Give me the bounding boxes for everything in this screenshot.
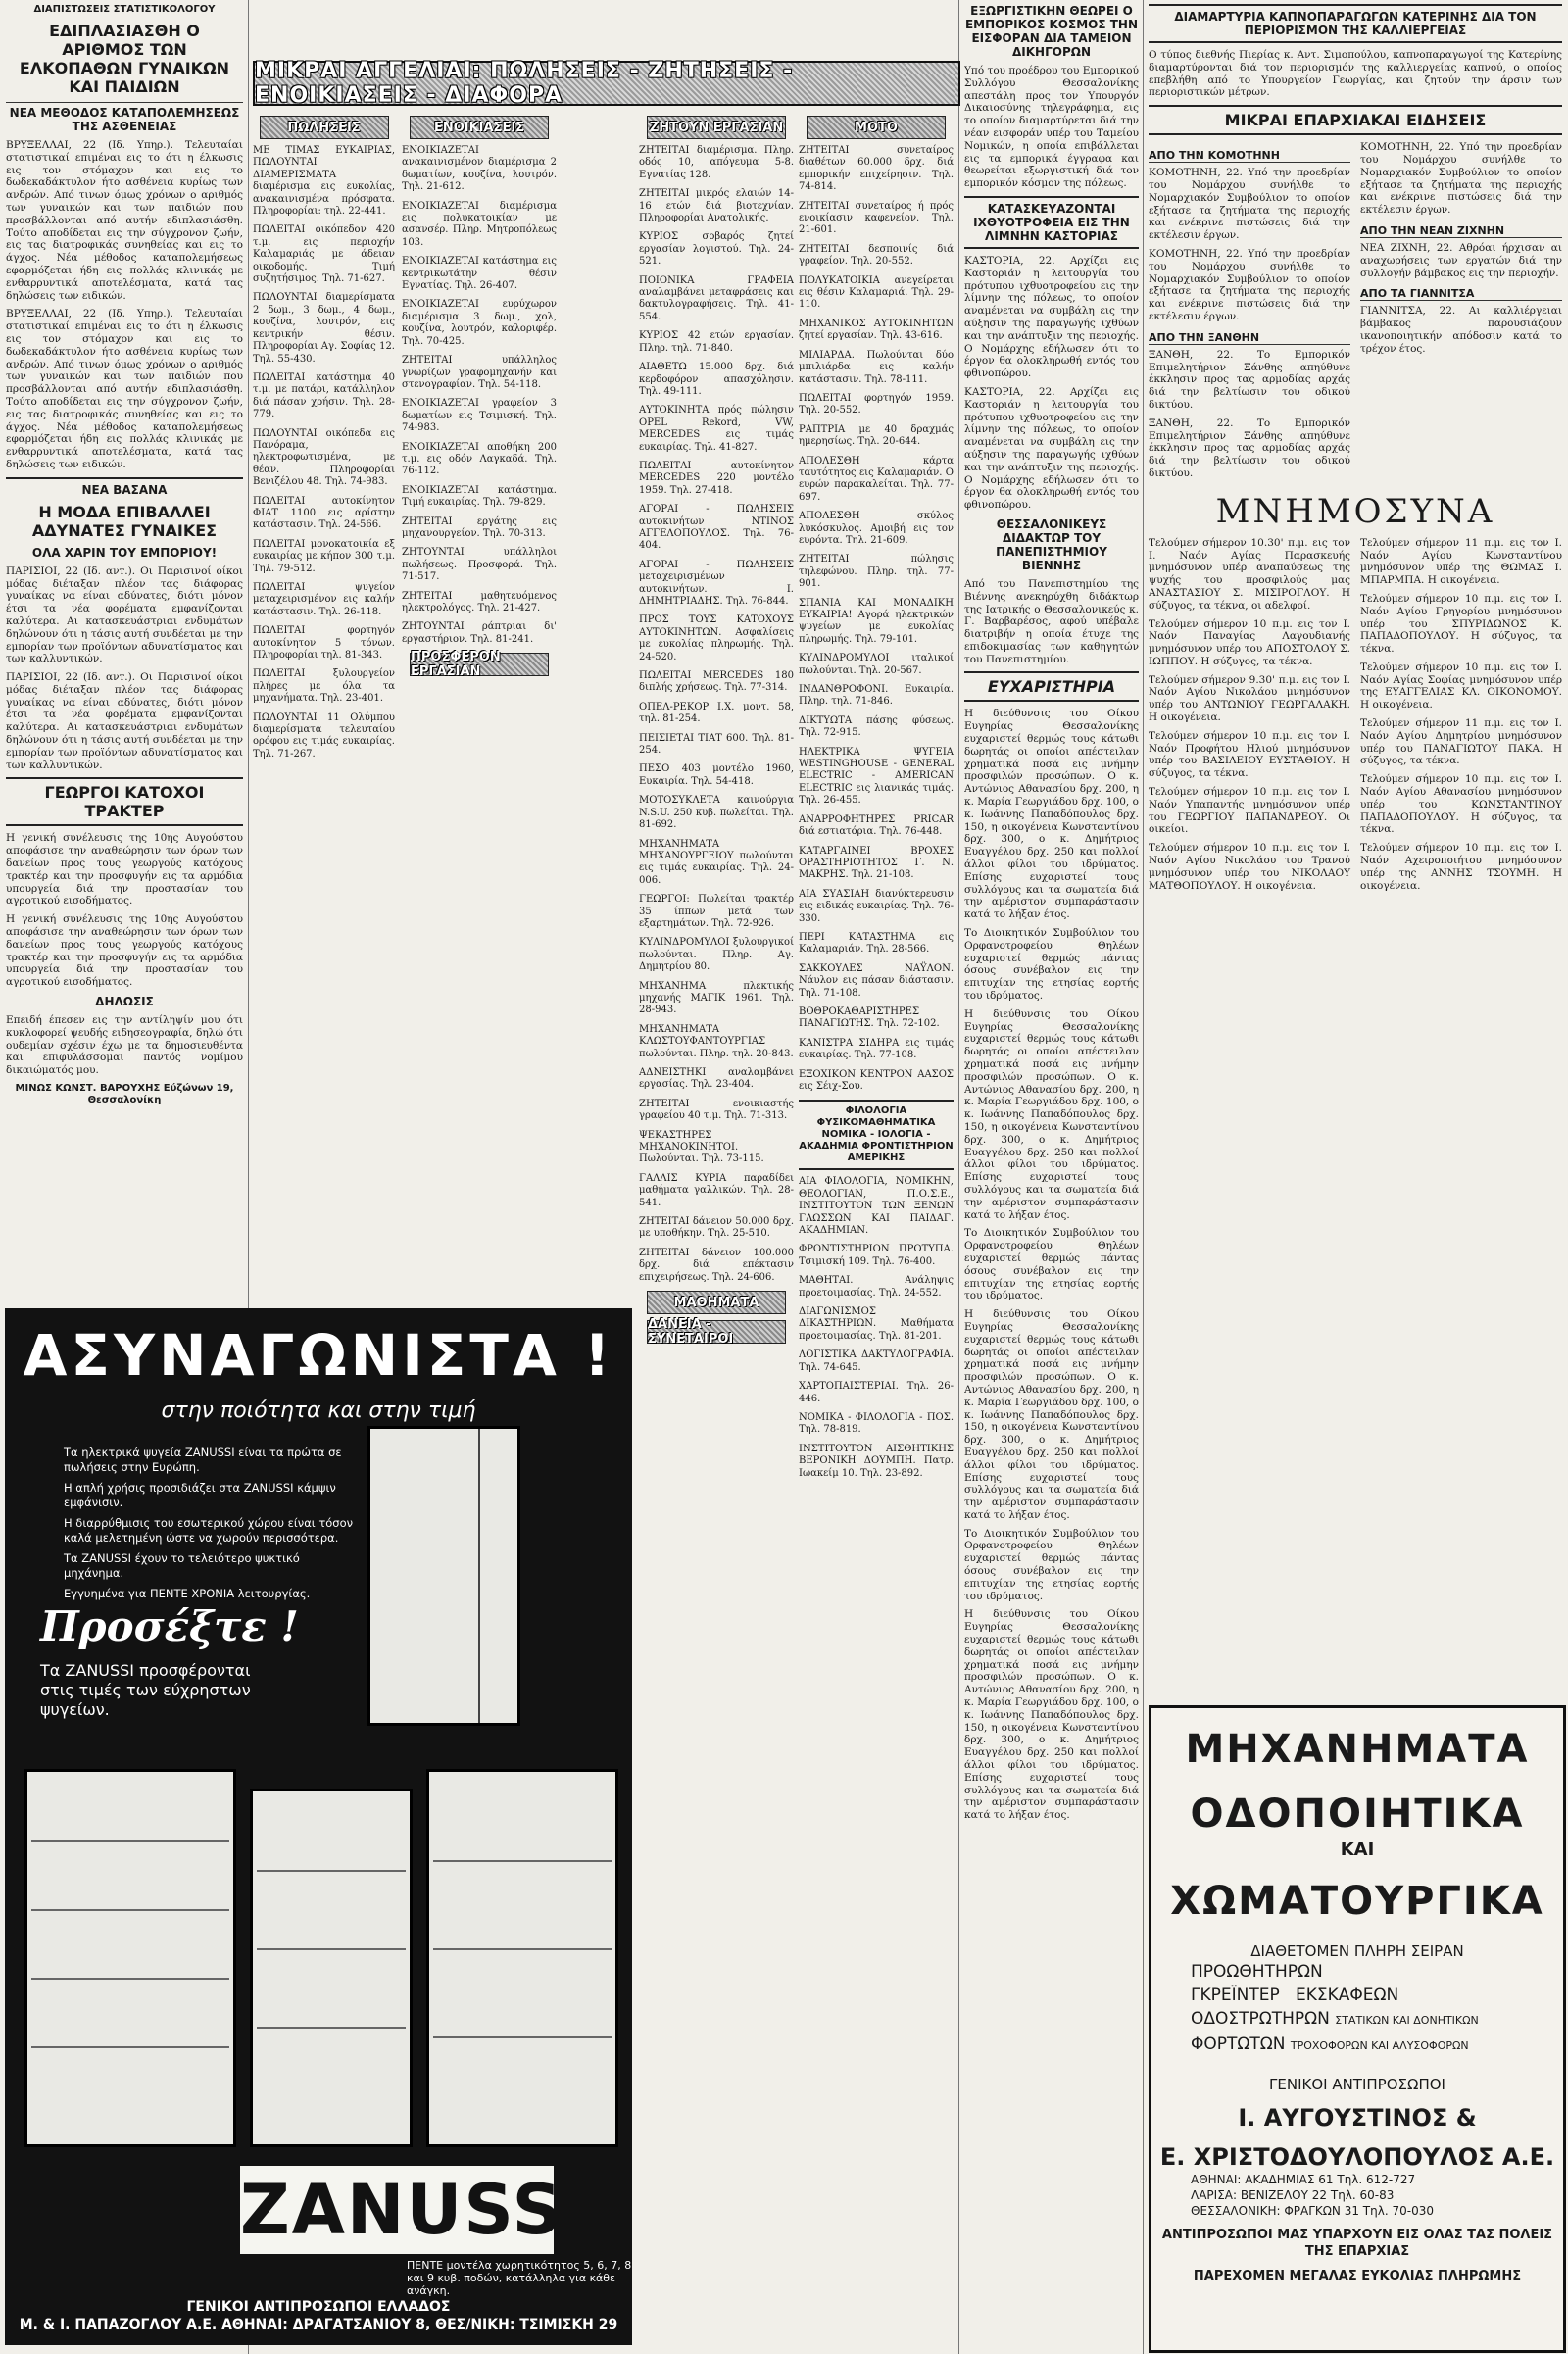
ad-footer-2: ΠΑΡΕΧΟΜΕΝ ΜΕΓΑΛΑΣ ΕΥΚΟΛΙΑΣ ΠΛΗΡΩΜΗΣ — [1193, 2269, 1522, 2283]
classified-ad: ΠΩΛΕΙΤΑΙ αυτοκίνητον ΦΙΑΤ 1100 εις αρίστην κατάστασιν. Τηλ. 24-566. — [253, 495, 395, 531]
place-body: ΞΑΝΘΗ, 22. Το Εμπορικόν Επιμελητήριον Ξάνθης απηύθυνε έκκλησιν προς τας αρμοδίας αρχάς διά την βελτίωσιν του οδικού δικτύου. — [1149, 348, 1350, 411]
fridge-open-illustration — [24, 1769, 236, 2147]
memorial-notice: Τελούμεν σήμερον 10 π.μ. εις τον Ι. Ναόν Αγίου Γρηγορίου μνημόσυνον υπέρ του ΣΠΥΡΙΔΩΝΟΣ Κ. ΠΑΠΑΔΟΠΟΥΛΟΥ. Η σύζυγος, τα τέκνα. — [1360, 592, 1562, 656]
classified-ad: ΚΥΛΙΝΔΡΟΜΥΛΟΙ ιταλικοί πωλούνται. Τηλ. 20-567. — [799, 653, 954, 676]
classified-ad: ΖΗΤΕΙΤΑΙ συνεταίρος διαθέτων 60.000 δρχ. διά εμπορικήν επιχείρησιν. Τηλ. 74-814. — [799, 145, 954, 193]
news-column-mid — [964, 0, 1139, 2346]
classifieds-column-1 — [253, 110, 395, 1303]
classified-ad: ΠΩΛΕΙΤΑΙ οικόπεδον 420 τ.μ. εις περιοχήν Καλαμαριάς με άδειαν οικοδομής. Τιμή συζητήσιμος. Τηλ. 71-627. — [253, 224, 395, 285]
classified-ad: ΜΕ ΤΙΜΑΣ ΕΥΚΑΙΡΙΑΣ, ΠΩΛΟΥΝΤΑΙ ΔΙΑΜΕΡΙΣΜΑΤΑ διαμέρισμα εις ευκολίας, ανακαινισμένα πρόσφατα. Πληροφορίαι: τηλ. 22-441. — [253, 145, 395, 218]
classified-ad: ΑΠΟΛΕΣΘΗ σκύλος λυκόσκυλος. Αμοιβή εις τον ευρόντα. Τηλ. 21-609. — [799, 511, 954, 546]
classified-ad: ΜΗΧΑΝΙΚΟΣ ΑΥΤΟΚΙΝΗΤΩΝ ζητεί εργασίαν. Τηλ. 43-616. — [799, 318, 954, 342]
classified-ad: ΠΩΛΕΙΤΑΙ φορτηγόν 1959. Τηλ. 20-552. — [799, 392, 954, 417]
classified-ad: ΑΙΑ ΣΥΑΣΙΑΗ διανύκτερευσιν εις ειδικάς ευκαιρίας. Τηλ. 76-330. — [799, 888, 954, 924]
ads-list-d — [799, 145, 954, 1093]
place-body-cont: ΞΑΝΘΗ, 22. Το Εμπορικόν Επιμελητήριον Ξάνθης απηύθυνε έκκλησιν προς τας αρμοδίας αρχάς διά την βελτίωσιν του οδικού δικτύου. — [1149, 417, 1350, 479]
section-header-offer-work: ΠΡΟΣΦΕΡΟΝ ΕΡΓΑΣΙΑΝ — [410, 653, 549, 676]
article-fish-cont: ΚΑΣΤΟΡΙΑ, 22. Αρχίζει εις Καστοριάν η λειτουργία του πρότυπου ιχθυοτροφείου εις την λίμνην της πόλεως, το οποίον αναμένεται να συμβάλη εις την αύξησιν της παραγωγής ιχθύων και την ανάπτυξιν της περιοχής. Ο Νομάρχης εδήλωσεν ότι το έργον θα ολοκληρωθή εντός του φθινοπώρου. — [964, 385, 1139, 512]
classified-ad: ΝΟΜΙΚΑ - ΦΙΛΟΛΟΓΙΑ - ΠΟΣ. Τηλ. 78-819. — [799, 1411, 954, 1436]
classified-ad: ΠΡΟΣ ΤΟΥΣ ΚΑΤΟΧΟΥΣ ΑΥΤΟΚΙΝΗΤΩΝ. Ασφαλίσεις με ευκολίας πληρωμής. Τηλ. 24-520. — [639, 614, 794, 662]
classified-ad: ΖΗΤΕΙΤΑΙ διαμέρισμα. Πληρ. οδός 10, απόγευμα 5-8. Εγνατίας 128. — [639, 145, 794, 180]
classified-ad: ΙΝΔΑΝΘΡΟΦΟΝΙ. Ευκαιρία. Πληρ. τηλ. 71-846. — [799, 684, 954, 708]
article-fish: ΚΑΣΤΟΡΙΑ, 22. Αρχίζει εις Καστοριάν η λειτουργία του πρότυπου ιχθυοτροφείου εις την λίμνην της πόλεως, το οποίον αναμένεται να συμβάλη εις την αύξησιν της παραγωγής ιχθύων και την ανάπτυξιν της περιοχής. Ο Νομάρχης εδήλωσεν ότι το έργον θα ολοκληρωθή εντός του φθινοπώρου. — [964, 254, 1139, 380]
thanks-heading: ΕΥΧΑΡΙΣΤΗΡΙΑ — [964, 671, 1139, 702]
classified-ad: ΖΗΤΕΙΤΑΙ συνεταίρος ή πρός ενοικίασιν καφενείον. Τηλ. 21-601. — [799, 200, 954, 236]
news-column-right — [1149, 0, 1562, 1697]
article-tobacco: Ο τύπος διεθνής Πιερίας κ. Αντ. Σιμοπούλου, καπνοπαραγωγοί της Κατερίνης διαμαρτύρονται διά τον περιορισμόν της καλλιεργείας καπνού, ο οποίος επεβλήθη από το Υπουργείον Γεωργίας, και ζητούν την άρσιν των περιοριστικών μέτρων. — [1149, 49, 1562, 99]
thanks-body-7: Η διεύθυνσις του Οίκου Ευγηρίας Θεσσαλονίκης ευχαριστεί θερμώς τους κάτωθι δωρητάς οι οποίοι απέστειλαν χρηματικά ποσά εις μνήμην προσφιλών προσώπων. Ο κ. Αντώνιος Αθανασίου δρχ. 200, η κ. Μαρία Γεωργιάδου δρχ. 100, ο κ. Ιωάννης Παπαδόπουλος δρχ. 150, η οικογένεια Κωνσταντίνου δρχ. 300, ο κ. Δημήτριος Ευαγγέλου δρχ. 250 και πολλοί άλλοι φίλοι του ιδρύματος. Επίσης ευχαριστεί τους συλλόγους και τα σωματεία διά την αμέριστον συμπαράστασιν κατά το λήξαν έτος. — [964, 1608, 1139, 1822]
thanks-body-4: Το Διοικητικόν Συμβούλιον του Ορφανοτροφείου Θηλέων ευχαριστεί θερμώς πάντας όσους συνέβαλον εις την επιτυχίαν της ετησίας εορτής του ιδρύματος. — [964, 1227, 1139, 1302]
memorial-notice: Τελούμεν σήμερον 10 π.μ. εις τον Ι. Ναόν Υπαπαντής μνημόσυνον υπέρ του ΓΕΩΡΓΙΟΥ ΠΑΠΑΝΔΡΕΟΥ. Οι οικείοι. — [1149, 786, 1350, 836]
memorial-notice: Τελούμεν σήμερον 10.30' π.μ. εις τον Ι. Ναόν Αγίας Παρασκευής μνημόσυνον υπέρ αναπαύσεως της ψυχής του προσφιλούς μας ΑΝΑΣΤΑΣΙΟΥ Σ. ΜΙΣΙΡΟΓΛΟΥ. Η σύζυγος, τα τέκνα, οι αδελφοί. — [1149, 536, 1350, 612]
provincial-left — [1149, 141, 1350, 486]
classified-ad: ΠΩΛΕΙΤΑΙ κατάστημα 40 τ.μ. με πατάρι, κατάλληλον διά πάσαν χρήσιν. Τηλ. 28-779. — [253, 371, 395, 420]
place-body-cont: ΚΟΜΟΤΗΝΗ, 22. Υπό την προεδρίαν του Νομάρχου συνήλθε το Νομαρχιακόν Συμβούλιον το οποίον εξήτασε τα ζητήματα της περιοχής και ενέκρινε πιστώσεις διά την εκτέλεσιν έργων. — [1149, 247, 1350, 322]
classified-ad: ΜΙΛΙΑΡΔΑ. Πωλούνται δύο μπιλιάρδα εις καλήν κατάστασιν. Τηλ. 78-111. — [799, 349, 954, 385]
article-body-cont: ΒΡΥΞΕΛΛΑΙ, 22 (Ιδ. Υπηρ.). Τελευταίαι στατιστικαί επιμέναι εις το ότι η έλκωσις εις τον στόμαχον και εις το δωδεκαδάκτυλον ήτο ασθένεια κυρίως των ανδρών. Από τινων όμως χρόνων ο αριθμός των γυναικών και των παιδιών που προσβάλλονται από αυτήν εδιπλασιάσθη. Τούτο αποδίδεται εις την σύγχρονον ζωήν, εις τας διατροφικάς συνηθείας και εις το άγχος. Νέα μέθοδος καταπολεμήσεως εφαρμόζεται ήδη εις πολλάς κλινικάς με ενθαρρυντικά αποτελέσματα, κατά τας δηλώσεις των ειδικών. — [6, 308, 243, 470]
classified-ad: ΠΟΙΟΝΙΚΑ ΓΡΑΦΕΙΑ αναλαμβάνει μεταφράσεις και δακτυλογραφήσεις. Τηλ. 41-554. — [639, 274, 794, 322]
classified-ad: ΠΕΙΣΙΕΤΑΙ ΤΙΑΤ 600. Τηλ. 81-254. — [639, 732, 794, 757]
classified-ad: ΖΗΤΕΙΤΑΙ δάνειον 100.000 δρχ. διά επέκτασιν επιχειρήσεως. Τηλ. 24-606. — [639, 1247, 794, 1283]
subheadline: ΝΕΑ ΜΕΘΟΔΟΣ ΚΑΤΑΠΟΛΕΜΗΣΕΩΣ ΤΗΣ ΑΣΘΕΝΕΙΑΣ — [6, 102, 243, 133]
classifieds-banner-title: ΜΙΚΡΑΙ ΑΓΓΕΛΙΑΙ: ΠΩΛΗΣΕΙΣ - ΖΗΤΗΣΕΙΣ - ΕΝΟΙΚΙΑΣΕΙΣ - ΔΙΑΦΟΡΑ — [255, 59, 794, 108]
classified-ad: ΖΗΤΕΙΤΑΙ δάνειον 50.000 δρχ. με υποθήκην. Τηλ. 25-510. — [639, 1216, 794, 1240]
classified-ad: ΜΗΧΑΝΗΜΑΤΑ ΜΗΧΑΝΟΥΡΓΕΙΟΥ πωλούνται εις τιμάς ευκαιρίας. Τηλ. 24-006. — [639, 838, 794, 886]
ad-claim: Η απλή χρήσις προσιδιάζει στα ZANUSSI κάμψιν εμφάνισιν. — [64, 1481, 336, 1509]
classified-ad: ΑΙΑ ΦΙΛΟΛΟΓΙΑ, ΝΟΜΙΚΗΝ, ΘΕΟΛΟΓΙΑΝ, Π.Ο.Σ.Ε., ΙΝΣΤΙΤΟΥΤΟΝ ΤΩΝ ΞΕΝΩΝ ΓΛΩΣΣΩΝ ΚΑΙ ΠΑΙΔΑΓ. ΑΚΑΔΗΜΙΑΝ. — [799, 1176, 954, 1237]
headline-provincial: ΜΙΚΡΑΙ ΕΠΑΡΧΙΑΚΑΙ ΕΙΔΗΣΕΙΣ — [1149, 105, 1562, 135]
ad-spec: ΠΕΝΤΕ μοντέλα χωρητικότητος 5, 6, 7, 8 και 9 κυβ. ποδών, κατάλληλα για κάθε ανάγκη. — [407, 2259, 632, 2297]
classified-ad: ΠΩΛΕΙΤΑΙ MERCEDES 180 διπλής χρήσεως. Τηλ. 77-314. — [639, 670, 794, 694]
fridge-illustration — [368, 1426, 520, 1726]
classified-ad: ΕΝΟΙΚΙΑΖΕΤΑΙ αποθήκη 200 τ.μ. εις οδόν Λαγκαδά. Τηλ. 76-112. — [402, 441, 557, 477]
classified-ad: ΡΑΠΤΡΙΑ με 40 δραχμάς ημερησίως. Τηλ. 20-644. — [799, 423, 954, 448]
classified-ad: ΖΗΤΕΙΤΑΙ πώλησις τηλεφώνου. Πληρ. τηλ. 77-901. — [799, 554, 954, 590]
ad-footer: ΑΝΤΙΠΡΟΣΩΠΟΙ ΜΑΣ ΥΠΑΡΧΟΥΝ ΕΙΣ ΟΛΑΣ ΤΑΣ ΠΟΛΕΙΣ ΤΗΣ ΕΠΑΡΧΙΑΣ — [1161, 2228, 1553, 2259]
classified-ad: ΚΥΡΙΟΣ 42 ετών εργασίαν. Πληρ. τηλ. 71-840. — [639, 330, 794, 354]
ads-list-c — [639, 145, 794, 1284]
agent-label: ΓΕΝΙΚΟΙ ΑΝΤΙΠΡΟΣΩΠΟΙ — [1269, 2076, 1446, 2093]
classified-ad: ΠΩΛΟΥΝΤΑΙ διαμερίσματα 2 δωμ., 3 δωμ., 4 δωμ., κουζίνα, λουτρόν, εις κεντρικήν θέσιν. Πληροφορίαι Αγ. Σοφίας 12. Τηλ. 55-430. — [253, 292, 395, 365]
kicker-merchants: ΕΞΩΡΓΙΣΤΙΚΗΝ ΘΕΩΡΕΙ Ο ΕΜΠΟΡΙΚΟΣ ΚΟΣΜΟΣ ΤΗΝ ΕΙΣΦΟΡΑΝ ΔΙΑ ΤΑΜΕΙΟΝ ΔΙΚΗΓΟΡΩΝ — [964, 4, 1138, 59]
headline-doctor: ΘΕΣΣΑΛΟΝΙΚΕΥΣ ΔΙΔΑΚΤΩΡ ΤΟΥ ΠΑΝΕΠΙΣΤΗΜΙΟΥ ΒΙΕΝΝΗΣ — [996, 516, 1107, 572]
classified-ad: ΕΞΟΧΙΚΟΝ ΚΕΝΤΡΟΝ ΑΑΣΟΣ εις Σέιχ-Σου. — [799, 1068, 954, 1092]
classified-ad: ΜΗΧΑΝΗΜΑ πλεκτικής μηχανής ΜΑΓΙΚ 1961. Τηλ. 28-943. — [639, 980, 794, 1016]
classified-ad: ΔΙΑΓΩΝΙΣΜΟΣ ΔΙΚΑΣΤΗΡΙΩΝ. Μαθήματα προετοιμασίας. Τηλ. 81-201. — [799, 1306, 954, 1342]
product-item: ΦΟΡΤΩΤΩΝ ΤΡΟΧΟΦΟΡΩΝ ΚΑΙ ΑΛΥΣΟΦΟΡΩΝ — [1191, 2035, 1469, 2054]
thanks-body-5: Η διεύθυνσις του Οίκου Ευγηρίας Θεσσαλονίκης ευχαριστεί θερμώς τους κάτωθι δωρητάς οι οποίοι απέστειλαν χρηματικά ποσά εις μνήμην προσφιλών προσώπων. Ο κ. Αντώνιος Αθανασίου δρχ. 200, η κ. Μαρία Γεωργιάδου δρχ. 100, ο κ. Ιωάννης Παπαδόπουλος δρχ. 150, η οικογένεια Κωνσταντίνου δρχ. 300, ο κ. Δημήτριος Ευαγγέλου δρχ. 250 και πολλοί άλλοι φίλοι του ιδρύματος. Επίσης ευχαριστεί τους συλλόγους και τα σωματεία διά την αμέριστον συμπαράστασιν κατά το λήξαν έτος. — [964, 1308, 1139, 1521]
place-heading: ΑΠΟ ΤΗΝ ΚΟΜΟΤΗΝΗ — [1149, 149, 1350, 163]
classified-ad: ΑΓΟΡΑΙ - ΠΩΛΗΣΕΙΣ αυτοκινήτων ΝΤΙΝΟΣ ΑΓΓΕΛΟΠΟΥΛΟΣ. Τηλ. 76-404. — [639, 504, 794, 552]
brand-logo: ZANUSSI — [240, 2166, 554, 2254]
classified-ad: ΚΥΡΙΟΣ σοβαρός ζητεί εργασίαν λογιστού. Τηλ. 24-521. — [639, 231, 794, 268]
classified-ad: ΚΑΝΙΣΤΡΑ ΣΙΔΗΡΑ εις τιμάς ευκαιρίας. Τηλ. 77-108. — [799, 1037, 954, 1061]
place-heading: ΑΠΟ ΤΗΝ ΞΑΝΘΗΝ — [1149, 331, 1350, 345]
agent-name: Ι. ΑΥΓΟΥΣΤΙΝΟΣ & — [1238, 2104, 1477, 2132]
classified-ad: ΖΗΤΕΙΤΑΙ εργάτης εις μηχανουργείον. Τηλ. 70-313. — [402, 515, 557, 539]
headline-fish: ΚΑΤΑΣΚΕΥΑΖΟΝΤΑΙ ΙΧΘΥΟΤΡΟΦΕΙΑ ΕΙΣ ΤΗΝ ΛΙΜΝΗΝ ΚΑΣΤΟΡΙΑΣ — [964, 196, 1139, 249]
classified-ad: ΕΝΟΙΚΙΑΖΕΤΑΙ διαμέρισμα εις πολυκατοικίαν με ασανσέρ. Πληρ. Μητροπόλεως 103. — [402, 200, 557, 248]
place-heading: ΑΠΟ ΤΑ ΓΙΑΝΝΙΤΣΑ — [1360, 287, 1562, 301]
classified-ad: ΑΔΝΕΙΣΤΗΚΙ αναλαμβάνει εργασίας. Τηλ. 23-404. — [639, 1067, 794, 1091]
headline-2-kicker: ΝΕΑ ΒΑΣΑΝΑ — [6, 477, 243, 497]
agent-name-2: Ε. ΧΡΙΣΤΟΔΟΥΛΟΠΟΥΛΟΣ Α.Ε. — [1159, 2143, 1555, 2171]
classifieds-column-4 — [799, 110, 954, 2346]
fridge-open-illustration — [250, 1789, 413, 2147]
memorial-notice: Τελούμεν σήμερον 10 π.μ. εις τον Ι. Ναόν Προφήτου Ηλιού μνημόσυνον υπέρ του ΒΑΣΙΛΕΙΟΥ ΕΥΣΤΑΘΙΟΥ. Η σύζυγος, τα τέκνα. — [1149, 729, 1350, 780]
place-heading: ΑΠΟ ΤΗΝ ΝΕΑΝ ΖΙΧΝΗΝ — [1360, 224, 1562, 238]
article-body: ΒΡΥΞΕΛΛΑΙ, 22 (Ιδ. Υπηρ.). Τελευταίαι στατιστικαί επιμέναι εις το ότι η έλκωσις εις τον στόμαχον και εις το δωδεκαδάκτυλον ήτο ασθένεια κυρίως των ανδρών. Από τινων όμως χρόνων ο αριθμός των γυναικών και των παιδιών που προσβάλλονται από αυτήν εδιπλασιάσθη. Τούτο αποδίδεται εις την σύγχρονον ζωήν, εις τας διατροφικάς συνηθείας και εις το άγχος. Νέα μέθοδος καταπολεμήσεως εφαρμόζεται ήδη εις πολλάς κλινικάς με ενθαρρυντικά αποτελέσματα, κατά τας δηλώσεις των ειδικών. — [6, 139, 243, 302]
ad-footer: ΓΕΝΙΚΟΙ ΑΝΤΙΠΡΟΣΩΠΟΙ ΕΛΛΑΔΟΣ Μ. & Ι. ΠΑΠΑΖΟΓΛΟΥ Α.Ε. ΑΘΗΝΑΙ: ΔΡΑΓΑΤΣΑΝΙΟΥ 8, ΘΕΣ/ΝΙΚΗ: ΤΣΙΜΙΣΚΗ 29 — [19, 2299, 618, 2332]
column-rule — [1143, 0, 1144, 2354]
product-item: ΠΡΟΩΘΗΤΗΡΩΝ — [1191, 1962, 1323, 1982]
fridge-open-illustration — [426, 1769, 618, 2147]
notice-signature: ΜΙΝΩΣ ΚΩΝΣΤ. ΒΑΡΟΥΧΗΣ Εύζώνων 19, Θεσσαλονίκη — [15, 1083, 234, 1106]
thanks-body: Η διεύθυνσις του Οίκου Ευγηρίας Θεσσαλονίκης ευχαριστεί θερμώς τους κάτωθι δωρητάς οι οποίοι απέστειλαν χρηματικά ποσά εις μνήμην προσφιλών προσώπων. Ο κ. Αντώνιος Αθανασίου δρχ. 200, η κ. Μαρία Γεωργιάδου δρχ. 100, ο κ. Ιωάννης Παπαδόπουλος δρχ. 150, η οικογένεια Κωνσταντίνου δρχ. 300, ο κ. Δημήτριος Ευαγγέλου δρχ. 250 και πολλοί άλλοι φίλοι του ιδρύματος. Επίσης ευχαριστεί τους συλλόγους και τα σωματεία διά την αμέριστον συμπαράστασιν κατά το λήξαν έτος. — [964, 708, 1139, 921]
section-header-loans: ΔΑΝΕΙΑ - ΣΥΝΕΤΑΙΡΟΙ — [647, 1320, 786, 1344]
place-body: ΓΙΑΝΝΙΤΣΑ, 22. Αι καλλιέργειαι βάμβακος παρουσιάζουν ικανοποιητικήν απόδοσιν κατά το τρέχον έτος. — [1360, 305, 1562, 355]
ads-list-a — [253, 145, 395, 760]
classified-ad: ΙΝΣΤΙΤΟΥΤΟΝ ΑΙΣΘΗΤΙΚΗΣ ΒΕΡΟΝΙΚΗ ΔΟΥΜΠΗ. Πατρ. Ιωακείμ 10. Τηλ. 23-892. — [799, 1443, 954, 1479]
memorial-notice: Τελούμεν σήμερον 10 π.μ. εις τον Ι. Ναόν Αγίας Σοφίας μνημόσυνον υπέρ της ΕΥΑΓΓΕΛΙΑΣ ΚΛ. ΟΙΚΟΝΟΜΟΥ. Η οικογένεια. — [1360, 661, 1562, 711]
place-body: ΚΟΜΟΤΗΝΗ, 22. Υπό την προεδρίαν του Νομάρχου συνήλθε το Νομαρχιακόν Συμβούλιον το οποίον εξήτασε τα ζητήματα της περιοχής και ενέκρινε πιστώσεις διά την εκτέλεσιν έργων. — [1149, 167, 1350, 242]
classified-ad: ΕΝΟΙΚΙΑΖΕΤΑΙ κατάστημα εις κεντρικωτάτην θέσιν Εγνατίας. Τηλ. 26-407. — [402, 256, 557, 292]
notice-heading: ΔΗΛΩΣΙΣ — [95, 995, 154, 1009]
headline-3: ΓΕΩΡΓΟΙ ΚΑΤΟΧΟΙ ΤΡΑΚΤΕΡ — [6, 777, 243, 826]
memorials-right — [1360, 537, 1562, 899]
memorial-notice: Τελούμεν σήμερον 10 π.μ. εις τον Ι. Ναόν Αγίου Αθανασίου μνημόσυνον υπέρ του ΚΩΝΣΤΑΝΤΙΝΟΥ ΠΑΠΑΔΟΠΟΥΛΟΥ. Η σύζυγος, τα τέκνα. — [1360, 773, 1562, 836]
ad-and: ΚΑΙ — [1340, 1839, 1375, 1860]
ad-offer: Τα ZANUSSI προσφέρονται στις τιμές των εύχρηστων ψυγείων. — [40, 1661, 251, 1719]
memorial-notice: Τελούμεν σήμερον 11 π.μ. εις τον Ι. Ναόν Αγίου Κωνσταντίνου μνημόσυνον υπέρ της ΘΩΜΑΣ Ι. ΜΠΑΡΜΠΑ. Η οικογένεια. — [1360, 536, 1562, 587]
column-rule — [958, 0, 959, 2354]
classified-ad: ΓΕΩΡΓΟΙ: Πωλείται τρακτέρ 35 ίππων μετά των εξαρτημάτων. Τηλ. 72-926. — [639, 894, 794, 929]
memorials-heading: ΜΝΗΜΟΣΥΝΑ — [1215, 491, 1495, 531]
headline-2: Η ΜΟΔΑ ΕΠΙΒΑΛΛΕΙ ΑΔΥΝΑΤΕΣ ΓΥΝΑΙΚΕΣ — [31, 502, 218, 540]
provincial-grid — [1149, 141, 1562, 486]
classified-ad: ΒΟΘΡΟΚΑΘΑΡΙΣΤΗΡΕΣ ΠΑΝΑΓΙΩΤΗΣ. Τηλ. 72-102. — [799, 1005, 940, 1030]
place-body: ΚΟΜΟΤΗΝΗ, 22. Υπό την προεδρίαν του Νομάρχου συνήλθε το Νομαρχιακόν Συμβούλιον το οποίον εξήτασε τα ζητήματα της περιοχής και ενέκρινε πιστώσεις διά την εκτέλεσιν έργων. — [1360, 141, 1562, 217]
article-body-2-cont: ΠΑΡΙΣΙΟΙ, 22 (Ιδ. ανт.). Οι Παρισινοί οίκοι μόδας διέταξαν πλέον τας διάφορας γυναίκας να είναι αδύνατες, διότι μόνον έτσι τα νέα φορέματα εμφανίζονται καλύτερα. Αι κατασκευάστριαι ενδυμάτων δηλώνουν ότι η τάσις αυτή συνδέεται με την εμπορίαν των προϊόντων αδυνατίσματος και των καλλυντικών. — [6, 671, 243, 771]
ad-title: ΜΗΧΑΝΗΜΑΤΑ — [1185, 1727, 1530, 1772]
classified-ad: ΑΠΟΛΕΣΘΗ κάρτα ταυτότητος εις Καλαμαριάν. Ο ευρών παρακαλείται. Τηλ. 77-697. — [799, 455, 954, 503]
section-header-seek-work: ΖΗΤΟΥΝ ΕΡΓΑΣΙΑΝ — [647, 116, 786, 139]
zanussi-advertisement — [5, 1308, 632, 2345]
classified-ad: ΛΟΓΙΣΤΙΚΑ ΔΑΚΤΥΛΟΓΡΑΦΙΑ. Τηλ. 74-645. — [799, 1349, 954, 1373]
article-body-3-cont: Η γενική συνέλευσις της 10ης Αυγούστου αποφάσισε την αναθεώρησιν των όρων των δανείων προς τους γεωργούς κατόχους τρακτέρ και την προσφυγήν εις τα αρμόδια υπουργεία διά την προστασίαν του αγροτικού εισοδήματος. — [6, 913, 243, 989]
ad-headline: ΑΣΥΝΑΓΩΝΙΣΤΑ ! — [23, 1322, 614, 1389]
thanks-body-2: Το Διοικητικόν Συμβούλιον του Ορφανοτροφείου Θηλέων ευχαριστεί θερμώς πάντας όσους συνέβαλον εις την επιτυχίαν της ετησίας εορτής του ιδρύματος. — [964, 927, 1139, 1003]
thanks-body-3: Η διεύθυνσις του Οίκου Ευγηρίας Θεσσαλονίκης ευχαριστεί θερμώς τους κάτωθι δωρητάς οι οποίοι απέστειλαν χρηματικά ποσά εις μνήμην προσφιλών προσώπων. Ο κ. Αντώνιος Αθανασίου δρχ. 200, η κ. Μαρία Γεωργιάδου δρχ. 100, ο κ. Ιωάννης Παπαδόπουλος δρχ. 150, η οικογένεια Κωνσταντίνου δρχ. 300, ο κ. Δημήτριος Ευαγγέλου δρχ. 250 και πολλοί άλλοι φίλοι του ιδρύματος. Επίσης ευχαριστεί τους συλλόγους και τα σωματεία διά την αμέριστον συμπαράστασιν κατά το λήξαν έτος. — [964, 1007, 1139, 1221]
section-header-lessons: ΜΑΘΗΜΑΤΑ — [647, 1291, 786, 1314]
classified-ad: ΖΗΤΟΥΝΤΑΙ ράπτριαι δι' εργαστήριον. Τηλ. 81-241. — [402, 621, 557, 645]
classified-ad: ΠΩΛΕΙΤΑΙ αυτοκίνητον MERCEDES 220 μοντέλο 1959. Τηλ. 27-418. — [639, 460, 794, 496]
ad-tagline: στην ποιότητα και στην τιμή — [161, 1398, 476, 1423]
section-header-rentals: ΕΝΟΙΚΙΑΣΕΙΣ — [410, 116, 549, 139]
article-doctor: Από του Πανεπιστημίου της Βιέννης ανεκηρύχθη διδάκτωρ της Ιατρικής ο Θεσσαλονικεύς κ. Γ. Βαρβαρέσος, αφού υπέβαλε διατριβήν η οποία έτυχε της επιδοκιμασίας των καθηγητών του Πανεπιστημίου. — [964, 577, 1139, 665]
ad-claims — [64, 1446, 358, 1607]
memorial-notice: Τελούμεν σήμερον 10 π.μ. εις τον Ι. Ναόν Αγίου Νικολάου του Τρανού μνημόσυνον υπέρ του ΝΙΚΟΛΑΟΥ ΜΑΤΘΟΠΟΥΛΟΥ. Η οικογένεια. — [1149, 842, 1350, 892]
memorial-notice: Τελούμεν σήμερον 9.30' π.μ. εις τον Ι. Ναόν Αγίου Νικολάου μνημόσυνον υπέρ του ΑΝΤΩΝΙΟΥ ΓΕΩΡΓΑΛΑΚΗ. Η οικογένεια. — [1149, 673, 1350, 724]
classified-ad: ΔΙΚΤΥΩΤΑ πάσης φύσεως. Τηλ. 72-915. — [799, 714, 954, 739]
classified-ad: ΑΙΑΘΕΤΩ 15.000 δρχ. διά κερδοφόρον απασχόλησιν. Τηλ. 49-111. — [639, 362, 794, 397]
classified-ad: ΖΗΤΟΥΝΤΑΙ υπάλληλοι πωλήσεως. Προσφορά. Τηλ. 71-517. — [402, 547, 557, 583]
classified-ad: ΨΕΚΑΣΤΗΡΕΣ ΜΗΧΑΝΟΚΙΝΗΤΟΙ. Πωλούνται. Τηλ. 73-115. — [639, 1129, 764, 1165]
classified-ad: ΖΗΤΕΙΤΑΙ δεσποινίς διά γραφείον. Τηλ. 20-552. — [799, 243, 954, 268]
thanks-body-6: Το Διοικητικόν Συμβούλιον του Ορφανοτροφείου Θηλέων ευχαριστεί θερμώς πάντας όσους συνέβαλον εις την επιτυχίαν της ετησίας εορτής του ιδρύματος. — [964, 1527, 1139, 1602]
product-list — [1152, 1960, 1563, 2058]
classifieds-column-2 — [402, 110, 557, 1303]
classified-ad: ΠΩΛΕΙΤΑΙ ψυγείον μεταχειρισμένον εις καλήν κατάστασιν. Τηλ. 26-118. — [253, 582, 395, 617]
place-body: ΝΕΑ ΖΙΧΝΗ, 22. Αθρόαι ήρχισαν αι αναχωρήσεις των εργατών διά την συλλογήν βάμβακος εις την περιοχήν. — [1360, 241, 1562, 279]
ad-claim: Τα ηλεκτρικά ψυγεία ZANUSSI είναι τα πρώτα σε πωλήσεις στην Ευρώπη. — [64, 1446, 342, 1474]
headline: ΕΔΙΠΛΑΣΙΑΣΘΗ Ο ΑΡΙΘΜΟΣ ΤΩΝ ΕΛΚΟΠΑΘΩΝ ΓΥΝΑΙΚΩΝ ΚΑΙ ΠΑΙΔΙΩΝ — [19, 22, 230, 96]
classifieds-banner — [253, 61, 960, 106]
classified-ad: ΠΕΡΙ ΚΑΤΑΣΤΗΜΑ εις Καλαμαριάν. Τηλ. 28-566. — [799, 931, 954, 956]
classified-ad: ΓΑΛΛΙΣ ΚΥΡΙΑ παραδίδει μαθήματα γαλλικών. Τηλ. 28-541. — [639, 1172, 794, 1208]
classified-ad: ΖΗΤΕΙΤΑΙ ενοικιαστής γραφείου 40 τ.μ. Τηλ. 71-313. — [639, 1098, 794, 1122]
classified-ad: ΜΗΧΑΝΗΜΑΤΑ ΚΛΩΣΤΟΥΦΑΝΤΟΥΡΓΙΑΣ πωλούνται. Πληρ. τηλ. 20-843. — [639, 1023, 794, 1059]
ads-list-edu — [799, 1176, 954, 1480]
classified-ad: ΚΑΤΑΡΓΑΙΝΕΙ ΒΡΟΧΕΣ ΟΡΑΣΤΗΡΙΟΤΗΤΟΣ Γ. Ν. ΜΑΚΡΗΣ. Τηλ. 21-108. — [799, 845, 954, 881]
education-heading: ΦΙΛΟΛΟΓΙΑ ΦΥΣΙΚΟΜΑΘΗΜΑΤΙΚΑ ΝΟΜΙΚΑ - ΙΟΛΟΓΙΑ - ΑΚΑΔΗΜΙΑ ΦΡΟΝΤΙΣΤΗΡΙΟΝ ΑΜΕΡΙΚΗΣ — [799, 1100, 954, 1170]
agent-addresses: ΑΘΗΝΑΙ: ΑΚΑΔΗΜΙΑΣ 61 Τηλ. 612-727 ΛΑΡΙΣΑ: ΒΕΝΙΖΕΛΟΥ 22 Τηλ. 60-83 ΘΕΣΣΑΛΟΝΙΚΗ: ΦΡΑΓΚΩΝ 31 Τηλ. 70-030 — [1191, 2173, 1434, 2218]
memorials-grid — [1149, 537, 1562, 899]
classified-ad: ΗΛΕΚΤΡΙΚΑ ΨΥΓΕΙΑ WESTINGHOUSE - GENERAL ELECTRIC - AMERICAN ELECTRIC εις λιανικάς τιμάς. Τηλ. 26-455. — [799, 746, 954, 807]
classified-ad: ΠΩΛΕΙΤΑΙ ξυλουργείον πλήρες με όλα τα μηχανήματα. Τηλ. 23-401. — [253, 668, 395, 705]
machinery-advertisement — [1149, 1705, 1566, 2353]
classified-ad: ΧΑΡΤΟΠΑΙΣΤΕΡΙΑΙ. Τηλ. 26-446. — [799, 1381, 954, 1404]
ad-claim: Εγγυημένα για ΠΕΝΤΕ ΧΡΟΝΙΑ λειτουργίας. — [64, 1587, 311, 1600]
classified-ad: ΠΩΛΟΥΝΤΑΙ 11 Ολύμπου διαμερίσματα τελευταίου ορόφου εις τιμάς ευκαιρίας. Τηλ. 71-267. — [253, 711, 395, 760]
classified-ad: ΚΥΛΙΝΔΡΟΜΥΛΟΙ ξυλουργικοί πωλούνται. Πληρ. Αγ. Δημητρίου 80. — [639, 937, 794, 973]
notice-body: Επειδή έπεσεν εις την αντίληψίν μου ότι κυκλοφορεί ψευδής ειδησεογραφία, δηλώ ότι ουδεμίαν σχέσιν έχω με τα δημοσιευθέντα και επιφυλάσσομαι παντός νομίμου δικαιώματός μου. — [6, 1014, 243, 1077]
kicker: ΔΙΑΠΙΣΤΩΣΕΙΣ ΣΤΑΤΙΣΤΙΚΟΛΟΓΟΥ — [33, 4, 216, 15]
product-item: ΓΚΡΕΪΝΤΕΡ ΕΚΣΚΑΦΕΩΝ — [1191, 1986, 1399, 2005]
ad-claim: Τα ZANUSSI έχουν το τελειότερο ψυκτικό μηχάνημα. — [64, 1551, 300, 1580]
classified-ad: ΣΑΚΚΟΥΛΕΣ ΝΑΫΛΟΝ. Νάυλον εις πάσαν διάστασιν. Τηλ. 71-108. — [799, 962, 954, 999]
classified-ad: ΜΑΘΗΤΑΙ. Ανάληψις προετοιμασίας. Τηλ. 24-552. — [799, 1275, 954, 1299]
ad-title-2: ΟΔΟΠΟΙΗΤΙΚΑ — [1190, 1791, 1525, 1837]
classified-ad: ΕΝΟΙΚΙΑΖΕΤΑΙ γραφείον 3 δωματίων εις Τσιμισκή. Τηλ. 74-983. — [402, 398, 557, 434]
classified-ad: ΕΝΟΙΚΙΑΖΕΤΑΙ ανακαινισμένον διαμέρισμα 2 δωματίων, κουζίνα, λουτρόν. Τηλ. 21-612. — [402, 145, 557, 193]
classified-ad: ΕΝΟΙΚΙΑΖΕΤΑΙ ευρύχωρον διαμέρισμα 3 δωμ., χολ, κουζίνα, λουτρόν, καλοριφέρ. Τηλ. 70-425. — [402, 299, 557, 347]
section-header-sales: ΠΩΛΗΣΕΙΣ — [260, 116, 389, 139]
classified-ad: ΠΩΛΕΙΤΑΙ μονοκατοικία εξ ευκαιρίας με κήπον 300 τ.μ. Τηλ. 79-512. — [253, 538, 395, 574]
product-item: ΟΔΟΣΤΡΩΤΗΡΩΝ ΣΤΑΤΙΚΩΝ ΚΑΙ ΔΟΝΗΤΙΚΩΝ — [1191, 2009, 1479, 2029]
memorial-notice: Τελούμεν σήμερον 10 π.μ. εις τον Ι. Ναόν Παναγίας Λαγουδιανής μνημόσυνον υπέρ του ΑΠΟΣΤΟΛΟΥ Σ. ΙΩΠΠΟΥ. Η σύζυγος, τα τέκνα. — [1149, 617, 1350, 667]
memorial-notice: Τελούμεν σήμερον 11 π.μ. εις τον Ι. Ναόν Αγίου Δημητρίου μνημόσυνον υπέρ του ΠΑΝΑΓΙΩΤΟΥ ΠΑΚΑ. Η σύζυγος, τα τέκνα. — [1360, 717, 1562, 767]
left-news-column — [6, 0, 243, 1303]
ads-list-b — [402, 145, 557, 646]
section-header-misc: ΜΟΤΟ — [807, 116, 946, 139]
classified-ad: ΑΓΟΡΑΙ - ΠΩΛΗΣΕΙΣ μεταχειρισμένων αυτοκινήτων. Ι. ΔΗΜΗΤΡΙΑΔΗΣ. Τηλ. 76-844. — [639, 559, 794, 607]
classified-ad: ΖΗΤΕΙΤΑΙ μικρός ελαιών 14-16 ετών διά βιοτεχνίαν. Πληροφορίαι Ανατολικής. — [639, 188, 794, 224]
ad-title-3: ΧΩΜΑΤΟΥΡΓΙΚΑ — [1170, 1879, 1544, 1924]
classified-ad: ΑΝΑΡΡΟΦΗΤΗΡΕΣ PRICAR διά εστιατόρια. Τηλ. 76-448. — [799, 813, 954, 838]
ad-range: ΔΙΑΘΕΤΟΜΕΝ ΠΛΗΡΗ ΣΕΙΡΑΝ — [1250, 1942, 1464, 1960]
classified-ad: ΕΝΟΙΚΙΑΖΕΤΑΙ κατάστημα. Τιμή ευκαιρίας. Τηλ. 79-829. — [402, 484, 557, 509]
classified-ad: ΠΩΛΕΙΤΑΙ φορτηγόν αυτοκίνητον 5 τόνων. Πληροφορίαι τηλ. 81-343. — [253, 625, 395, 662]
classified-ad: ΟΠΕΛ-ΡΕΚΟΡ Ι.Χ. μοντ. 58, τηλ. 81-254. — [639, 701, 794, 725]
article-merchants: Υπό του προέδρου του Εμπορικού Συλλόγου Θεσσαλονίκης απεστάλη προς τον Υπουργόν Δικαιοσύνης τηλεγράφημα, εις το οποίον διαμαρτύρεται διά την νέαν εισφοράν υπέρ του Ταμείου Νομικών, η οποία επιβάλλεται εις τα εμπορικά έγγραφα και θεωρείται εξωργιστική διά τον εμπορικόν κόσμον της πόλεως. — [964, 65, 1139, 190]
ad-prosexete: Προσέξτε ! — [40, 1602, 299, 1650]
memorial-notice: Τελούμεν σήμερον 10 π.μ. εις τον Ι. Ναόν Αχειροποιήτου μνημόσυνον υπέρ της ΑΝΝΗΣ ΤΣΟΥΜΗ. Η οικογένεια. — [1360, 842, 1562, 892]
classified-ad: ΠΩΛΟΥΝΤΑΙ οικόπεδα εις Πανόραμα, ηλεκτροφωτισμένα, με θέαν. Πληροφορίαι Βενιζέλου 48. Τηλ. 74-983. — [253, 427, 395, 488]
classified-ad: ΜΟΤΟΣΥΚΛΕΤΑ καινούργια N.S.U. 250 κυβ. πωλείται. Τηλ. 81-692. — [639, 795, 794, 831]
headline-tobacco: ΔΙΑΜΑΡΤΥΡΙΑ ΚΑΠΝΟΠΑΡΑΓΩΓΩΝ ΚΑΤΕΡΙΝΗΣ ΔΙΑ ΤΟΝ ΠΕΡΙΟΡΙΣΜΟΝ ΤΗΣ ΚΑΛΛΙΕΡΓΕΙΑΣ — [1149, 4, 1562, 43]
article-body-3: Η γενική συνέλευσις της 10ης Αυγούστου αποφάσισε την αναθεώρησιν των όρων των δανείων προς τους γεωργούς κατόχους τρακτέρ και την προσφυγήν εις τα αρμόδια υπουργεία διά την προστασίαν του αγροτικού εισοδήματος. — [6, 832, 243, 907]
classified-ad: ΑΥΤΟΚΙΝΗΤΑ πρός πώλησιν OPEL Rekord, VW, MERCEDES εις τιμάς ευκαιρίας. Τηλ. 41-827. — [639, 405, 794, 453]
classified-ad: ΠΕΣΟ 403 μοντέλο 1960, Ευκαιρία. Τηλ. 54-418. — [639, 763, 794, 787]
headline-2-sub: ΟΛΑ ΧΑΡΙΝ ΤΟΥ ΕΜΠΟΡΙΟΥ! — [31, 545, 218, 560]
classified-ad: ΠΟΛΥΚΑΤΟΙΚΙΑ ανεγείρεται εις θέσιν Καλαμαριά. Τηλ. 29-110. — [799, 274, 954, 311]
classified-ad: ΖΗΤΕΙΤΑΙ μαθητευόμενος ηλεκτρολόγος. Τηλ. 21-427. — [402, 590, 557, 613]
ad-claim: Η διαρρύθμισις του εσωτερικού χώρου είναι τόσον καλά μελετημένη ώστε να χωρούν περισσότερα. — [64, 1516, 354, 1545]
classified-ad: ΣΠΑΝΙΑ ΚΑΙ ΜΟΝΑΔΙΚΗ ΕΥΚΑΙΡΙΑ! Αγορά ηλεκτρικών ψυγείων με ευκολίας πληρωμής. Τηλ. 79-101. — [799, 597, 954, 645]
provincial-right — [1360, 141, 1562, 486]
classified-ad: ΦΡΟΝΤΙΣΤΗΡΙΟΝ ΠΡΟΤΥΠΑ. Τσιμισκή 109. Τηλ. 76-400. — [799, 1244, 954, 1267]
classified-ad: ΖΗΤΕΙΤΑΙ υπάλληλος γνωρίζων γραφομηχανήν και στενογραφίαν. Τηλ. 54-118. — [402, 355, 557, 390]
article-body-2: ΠΑΡΙΣΙΟΙ, 22 (Ιδ. ανт.). Οι Παρισινοί οίκοι μόδας διέταξαν πλέον τας διάφορας γυναίκας να είναι αδύνατες, διότι μόνον έτσι τα νέα φορέματα εμφανίζονται καλύτερα. Αι κατασκευάστριαι ενδυμάτων δηλώνουν ότι η τάσις αυτή συνδέεται με την εμπορίαν των προϊόντων αδυνατίσματος και των καλλυντικών. — [6, 564, 243, 665]
memorials-left — [1149, 537, 1350, 899]
classifieds-column-3 — [639, 110, 794, 2346]
